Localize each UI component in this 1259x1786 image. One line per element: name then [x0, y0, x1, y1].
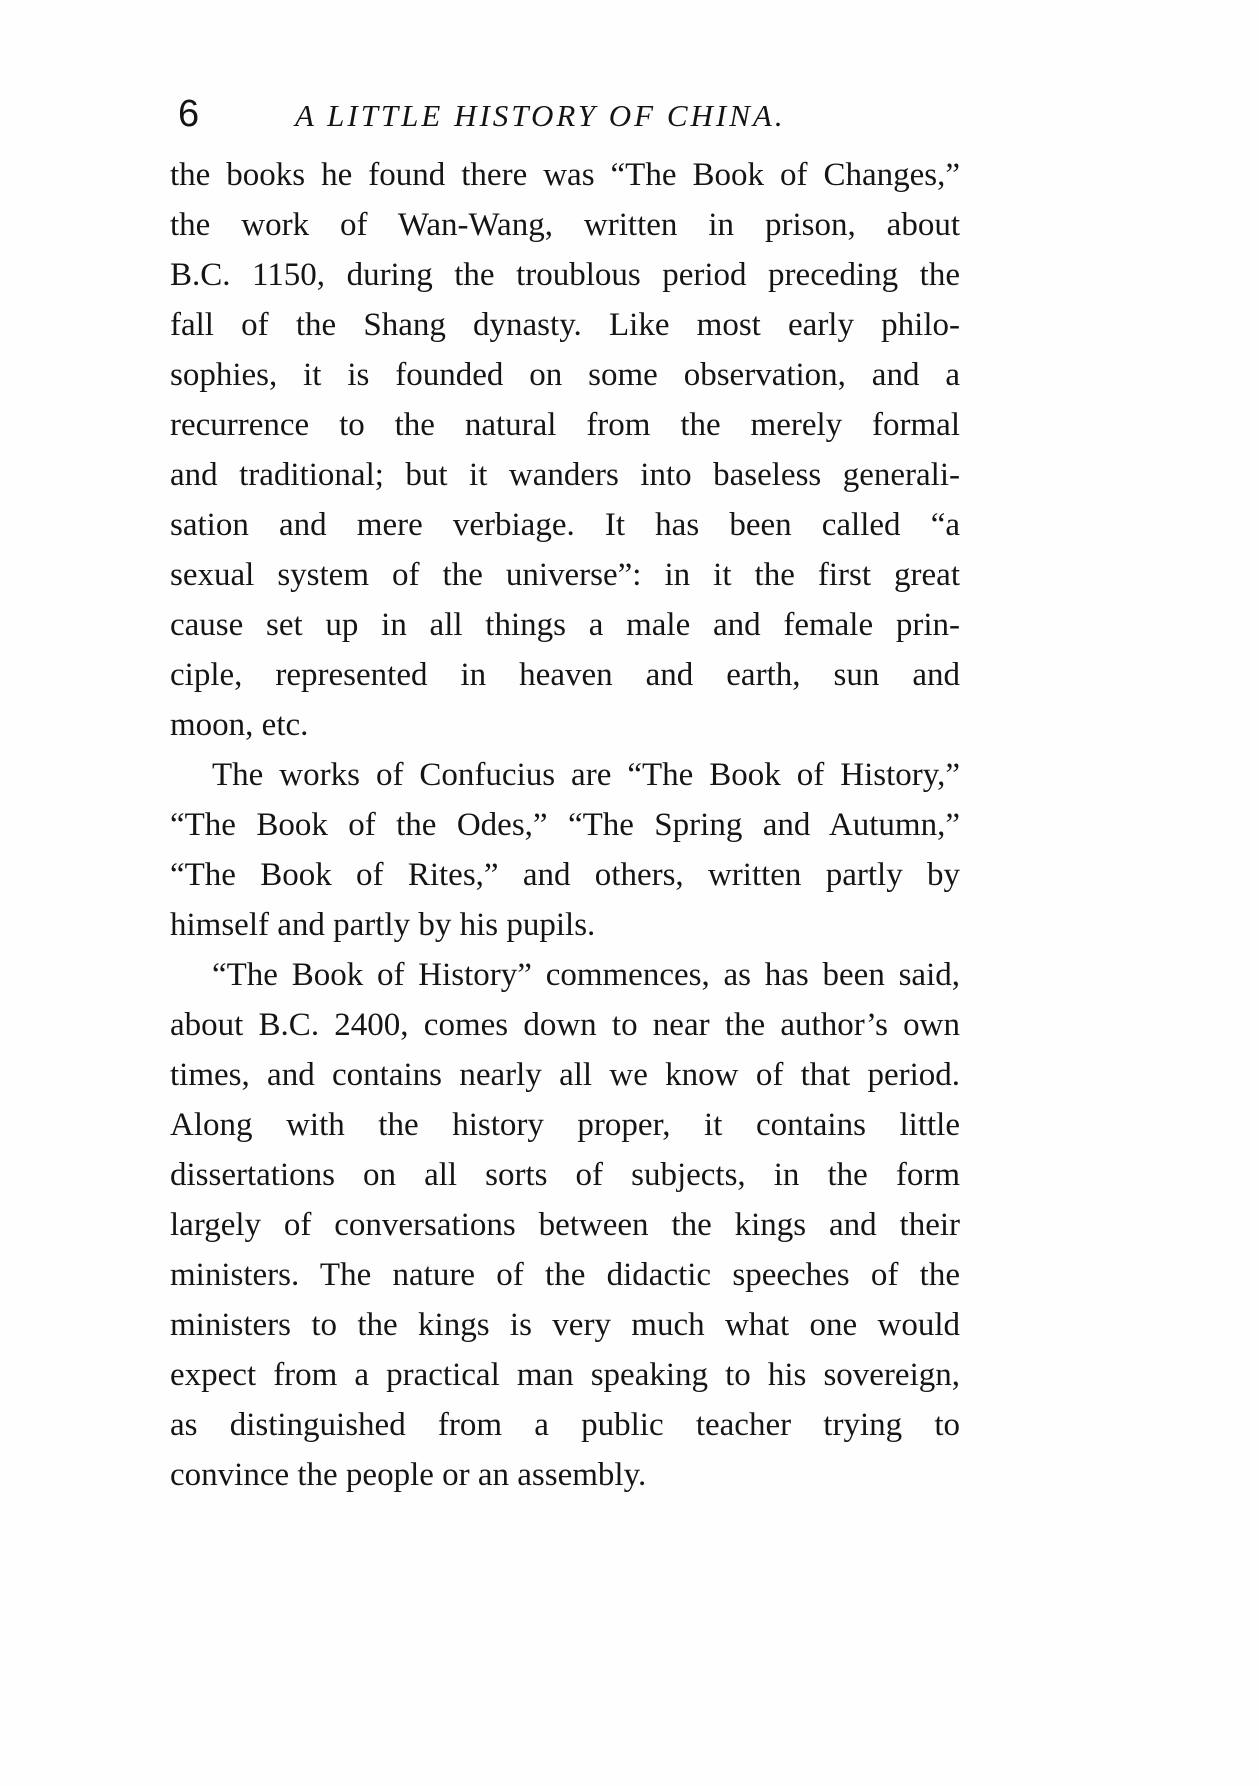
text-line: the books he found there was “The Book of Changes,”	[170, 157, 960, 193]
text-line: about B.C. 2400, comes down to near the author’s own	[170, 1007, 960, 1043]
text-line: cause set up in all things a male and female prin-	[170, 607, 960, 643]
running-head	[170, 92, 950, 142]
text-line: B.C. 1150, during the troublous period preceding the	[170, 257, 960, 293]
text-line: recurrence to the natural from the merely formal	[170, 407, 960, 443]
paragraph-book-of-history	[170, 950, 960, 1500]
text-line: largely of conversations between the kings and their	[170, 1207, 960, 1243]
text-line: convince the people or an assembly.	[170, 1457, 647, 1493]
text-line: Along with the history proper, it contains little	[170, 1107, 960, 1143]
text-line: The works of Confucius are “The Book of History,”	[212, 757, 960, 793]
text-line: as distinguished from a public teacher trying to	[170, 1407, 960, 1443]
text-line: expect from a practical man speaking to his sovereign,	[170, 1357, 960, 1393]
text-line: sophies, it is founded on some observation, and a	[170, 357, 960, 393]
text-line: “The Book of History” commences, as has been said,	[212, 957, 960, 993]
body-text	[170, 150, 960, 1500]
text-line: ministers to the kings is very much what one would	[170, 1307, 960, 1343]
text-line: ministers. The nature of the didactic speeches of the	[170, 1257, 960, 1293]
text-line: sexual system of the universe”: in it the first great	[170, 557, 960, 593]
text-line: dissertations on all sorts of subjects, in the form	[170, 1157, 960, 1193]
text-line: himself and partly by his pupils.	[170, 907, 596, 943]
page-number: 6	[178, 93, 200, 135]
text-line: sation and mere verbiage. It has been called “a	[170, 507, 960, 543]
text-line: “The Book of the Odes,” “The Spring and Autumn,”	[170, 807, 960, 843]
text-line: times, and contains nearly all we know of that period.	[170, 1057, 960, 1093]
text-line: fall of the Shang dynasty. Like most early philo-	[170, 307, 960, 343]
text-line: “The Book of Rites,” and others, written partly by	[170, 857, 960, 893]
text-line: and traditional; but it wanders into baseless generali-	[170, 457, 960, 493]
text-line: moon, etc.	[170, 707, 309, 743]
book-title: A LITTLE HISTORY OF CHINA.	[295, 98, 786, 133]
paragraph-book-of-changes	[170, 150, 960, 750]
paragraph-works-of-confucius	[170, 750, 960, 950]
text-line: ciple, represented in heaven and earth, sun and	[170, 657, 960, 693]
text-line: the work of Wan-Wang, written in prison, about	[170, 207, 960, 243]
